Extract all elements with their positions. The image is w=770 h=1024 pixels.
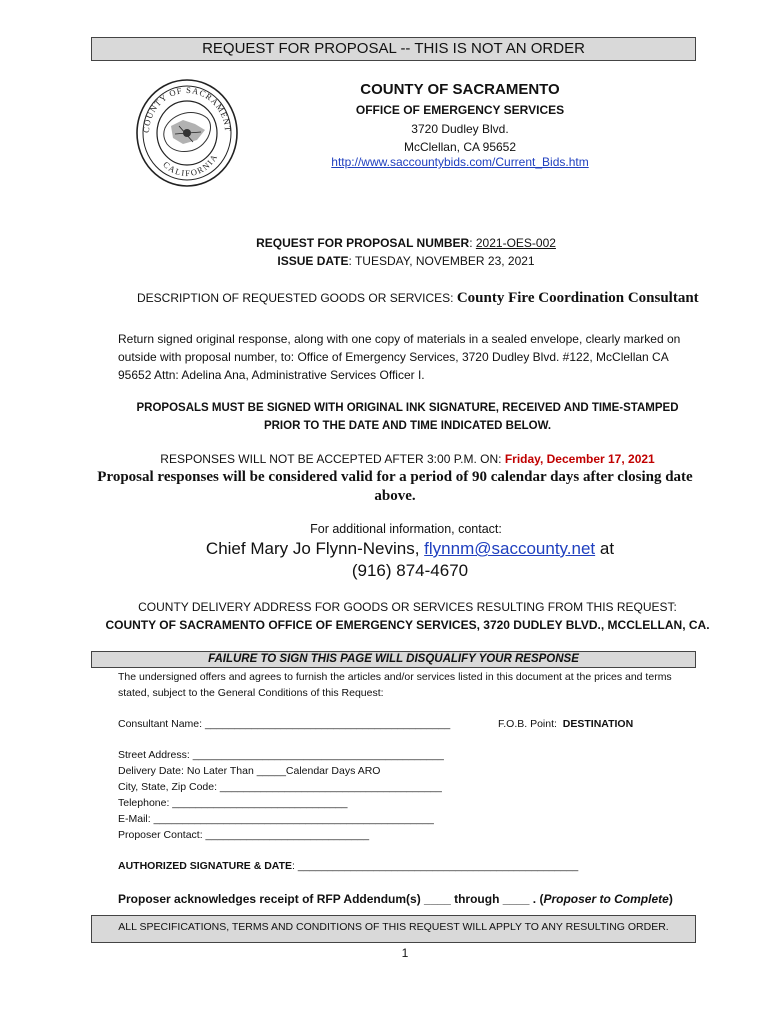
agency-url-link[interactable]: http://www.saccountybids.com/Current_Bids.htm [331,155,589,169]
header-banner-text: REQUEST FOR PROPOSAL -- THIS IS NOT AN ORDER [202,40,585,57]
validity-line2: above. [374,488,416,504]
rfp-number-label: REQUEST FOR PROPOSAL NUMBER [256,236,470,250]
deadline-label: RESPONSES WILL NOT BE ACCEPTED AFTER 3:00 P.M. ON: [160,452,502,466]
authorized-signature-label: AUTHORIZED SIGNATURE & DATE [118,860,293,872]
description-label: DESCRIPTION OF REQUESTED GOODS OR SERVICES: [137,291,454,305]
addendum-paren-open: ( [539,892,544,906]
county-seal [135,78,239,188]
issue-date-value: TUESDAY, NOVEMBER 23, 2021 [354,254,535,268]
seal-graphic [135,78,239,188]
contact-name-row [120,538,700,560]
proposer-contact-field[interactable]: Proposer Contact: ____________________________ [118,829,370,841]
consultant-name-field[interactable]: Consultant Name: __________________________________________ [118,718,451,730]
signature-notice-line2: PRIOR TO THE DATE AND TIME INDICATED BELOW. [263,420,552,432]
rfp-info [200,234,612,270]
delivery-date-field[interactable]: Delivery Date: No Later Than _____Calendar Days ARO [118,765,381,777]
agency-city: McClellan, CA 95652 [403,140,517,154]
description-value: County Fire Coordination Consultant [456,290,699,306]
addendum-text[interactable]: Proposer acknowledges receipt of RFP Addendum(s) ____ through ____ . [118,892,537,906]
fob-label: F.O.B. Point: [498,718,557,730]
issue-date-label: ISSUE DATE [277,254,349,268]
validity-line1: Proposal responses will be considered valid for a period of 90 calendar days after closing date [97,469,693,485]
email-field[interactable]: E-Mail: ________________________________________________ [118,813,434,825]
fob-value: DESTINATION [562,718,634,730]
authorized-signature-field[interactable]: : ________________________________________________ [292,860,579,872]
signature-notice [100,399,715,435]
header-banner [91,37,696,61]
page-number: 1 [401,946,409,960]
deadline-date: Friday, December 17, 2021 [504,452,655,466]
seal-top-text: COUNTY OF SACRAMENT [140,84,234,134]
telephone-field[interactable]: Telephone: ______________________________ [118,797,348,809]
agency-url-row [290,153,630,171]
delivery-block [90,598,725,634]
county-name: COUNTY OF SACRAMENTO [360,81,560,98]
footer-banner-text: ALL SPECIFICATIONS, TERMS AND CONDITIONS OF THIS REQUEST WILL APPLY TO ANY RESULTING ORDER. [118,921,669,933]
validity-statement [80,468,710,506]
authorized-signature-row [118,858,578,874]
contact-block [120,538,700,582]
footer-banner [91,915,696,943]
issue-date-row: ISSUE DATE: TUESDAY, NOVEMBER 23, 2021 [277,254,535,268]
return-instructions: Return signed original response, along with one copy of materials in a sealed envelope, clearly marked on outside with proposal number, to: Office of Emergency Services, 3720 Dudley Blvd. #122, McClellan CA 95652 Attn: Adelina Ana, Administrative Services Officer I. [118,332,681,382]
undersigned-text: The undersigned offers and agrees to furnish the articles and/or services listed in this document at the prices and terms stated, subject to the General Conditions of this Request: [118,671,672,699]
contact-phone: (916) 874-4670 [351,561,469,580]
agency-block [330,80,590,156]
failure-banner [91,651,696,668]
addendum-row [118,890,673,908]
seal-bottom-text: CALIFORNIA [161,151,220,179]
description-row [137,289,697,307]
addendum-note: Proposer to Complete [543,892,669,906]
city-state-zip-field[interactable]: City, State, Zip Code: ______________________________________ [118,781,442,793]
contact-intro: For additional information, contact: [310,522,502,536]
form-fields [118,747,444,843]
contact-email-link[interactable]: flynnm@saccounty.net [424,539,596,558]
street-address-field[interactable]: Street Address: ___________________________________________ [118,749,444,761]
fob-point [498,716,633,732]
contact-at: at [599,539,615,558]
signature-notice-line1: PROPOSALS MUST BE SIGNED WITH ORIGINAL INK SIGNATURE, RECEIVED AND TIME-STAMPED [136,402,679,414]
contact-name: Chief Mary Jo Flynn-Nevins, [205,539,420,558]
addendum-paren-close: ) [668,892,673,906]
deadline-row [100,450,715,468]
rfp-number-value: 2021-OES-002 [475,236,556,250]
failure-banner-text: FAILURE TO SIGN THIS PAGE WILL DISQUALIFY YOUR RESPONSE [208,653,579,665]
agency-street: 3720 Dudley Blvd. [411,122,509,136]
delivery-label: COUNTY DELIVERY ADDRESS FOR GOODS OR SERVICES RESULTING FROM THIS REQUEST: [138,600,677,614]
rfp-number-row: REQUEST FOR PROPOSAL NUMBER: 2021-OES-002 [256,236,556,250]
office-name: OFFICE OF EMERGENCY SERVICES [355,103,565,117]
delivery-address: COUNTY OF SACRAMENTO OFFICE OF EMERGENCY SERVICES, 3720 DUDLEY BLVD., MCCLELLAN, CA. [105,618,710,632]
